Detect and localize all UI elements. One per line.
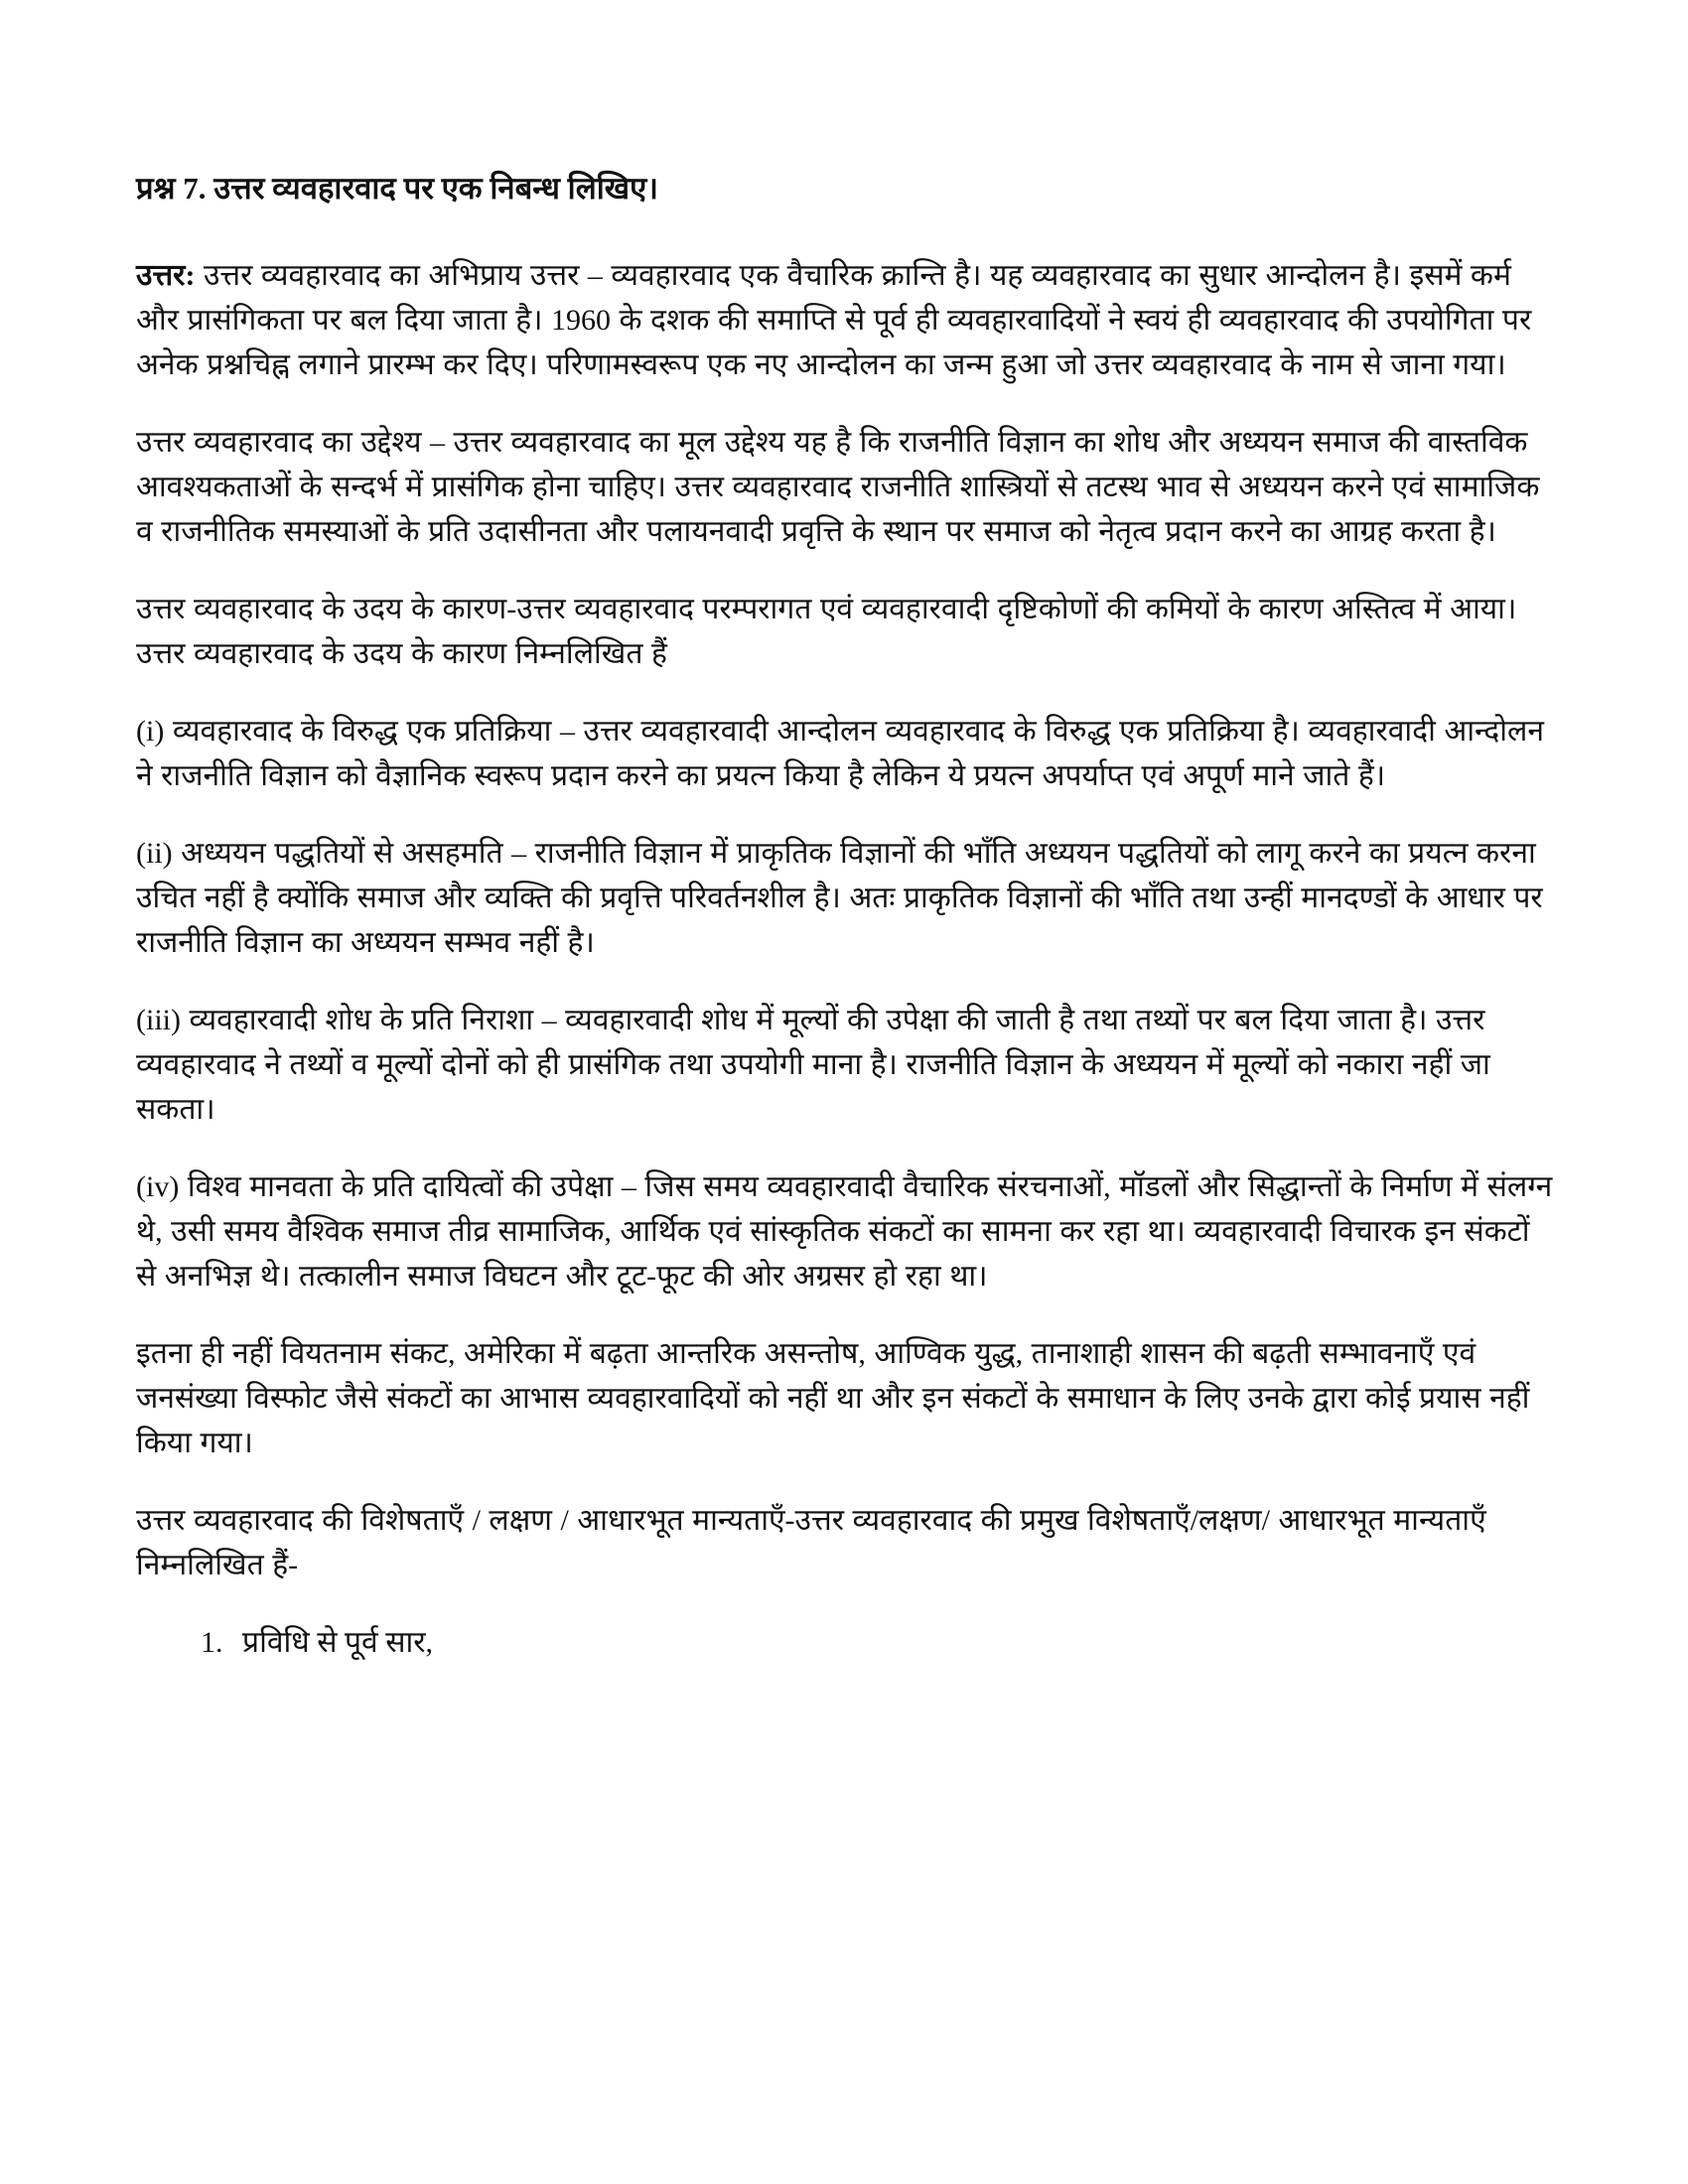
answer-label: उत्तर:	[136, 258, 196, 292]
paragraph-features-intro: उत्तर व्यवहारवाद की विशेषताएँ / लक्षण / आधारभूत मान्यताएँ-उत्तर व्यवहारवाद की प्रमुख विशेषताएँ/लक्षण/ आधारभूत मान्यताएँ निम्नलिखित हैं-	[136, 1503, 1486, 1581]
paragraph-cause-iii: (iii) व्यवहारवादी शोध के प्रति निराशा – व्यवहारवादी शोध में मूल्यों की उपेक्षा की जाती है तथा तथ्यों पर बल दिया जाता है। उत्तर व्यवहारवाद ने तथ्यों व मूल्यों दोनों को ही प्रासंगिक तथा उपयोगी माना है। राजनीति विज्ञान के अध्ययन में मूल्यों को नकारा नहीं जा सकता।	[136, 1003, 1490, 1126]
list-item: 1. प्रविधि से पूर्व सार,	[230, 1620, 1556, 1665]
paragraph-cause-ii: (ii) अध्ययन पद्धतियों से असहमति – राजनीति विज्ञान में प्राकृतिक विज्ञानों की भाँति अध्ययन पद्धतियों को लागू करने का प्रयत्न करना उचित नहीं है क्योंकि समाज और व्यक्ति की प्रवृत्ति परिवर्तनशील है। अतः प्राकृतिक विज्ञानों की भाँति तथा उन्हीं मानदण्डों के आधार पर राजनीति विज्ञान का अध्ययन सम्भव नहीं है।	[136, 836, 1543, 959]
features-list	[191, 1620, 1556, 1665]
answer-paragraph	[136, 253, 1556, 387]
paragraph-crises: इतना ही नहीं वियतनाम संकट, अमेरिका में बढ़ता आन्तरिक असन्तोष, आण्विक युद्ध, तानाशाही शासन की बढ़ती सम्भावनाएँ एवं जनसंख्या विस्फोट जैसे संकटों का आभास व्यवहारवादियों को नहीं था और इन संकटों के समाधान के लिए उनके द्वारा कोई प्रयास नहीं किया गया।	[136, 1336, 1530, 1459]
paragraph-cause-iv: (iv) विश्व मानवता के प्रति दायित्वों की उपेक्षा – जिस समय व्यवहारवादी वैचारिक संरचनाओं, मॉडलों और सिद्धान्तों के निर्माण में संलग्न थे, उसी समय वैश्विक समाज तीव्र सामाजिक, आर्थिक एवं सांस्कृतिक संकटों का सामना कर रहा था। व्यवहारवादी विचारक इन संकटों से अनभिज्ञ थे। तत्कालीन समाज विघटन और टूट-फूट की ओर अग्रसर हो रहा था।	[136, 1169, 1553, 1293]
paragraph-objective: उत्तर व्यवहारवाद का उद्देश्य – उत्तर व्यवहारवाद का मूल उद्देश्य यह है कि राजनीति विज्ञान का शोध और अध्ययन समाज की वास्तविक आवश्यकताओं के सन्दर्भ में प्रासंगिक होना चाहिए। उत्तर व्यवहारवाद राजनीति शास्त्रियों से तटस्थ भाव से अध्ययन करने एवं सामाजिक व राजनीतिक समस्याओं के प्रति उदासीनता और पलायनवादी प्रवृत्ति के स्थान पर समाज को नेतृत्व प्रदान करने का आग्रह करता है।	[136, 425, 1540, 548]
answer-intro-text: उत्तर व्यवहारवाद का अभिप्राय उत्तर – व्यवहारवाद एक वैचारिक क्रान्ति है। यह व्यवहारवाद का सुधार आन्दोलन है। इसमें कर्म और प्रासंगिकता पर बल दिया जाता है। 1960 के दशक की समाप्ति से पूर्व ही व्यवहारवादियों ने स्वयं ही व्यवहारवाद की उपयोगिता पर अनेक प्रश्नचिह्न लगाने प्रारम्भ कर दिए। परिणामस्वरूप एक नए आन्दोलन का जन्म हुआ जो उत्तर व्यवहारवाद के नाम से जाना गया।	[136, 258, 1532, 381]
paragraph-rise-causes: उत्तर व्यवहारवाद के उदय के कारण-उत्तर व्यवहारवाद परम्परागत एवं व्यवहारवादी दृष्टिकोणों की कमियों के कारण अस्तित्व में आया। उत्तर व्यवहारवाद के उदय के कारण निम्नलिखित हैं	[136, 592, 1517, 670]
document-page	[136, 167, 1556, 1665]
paragraph-cause-i: (i) व्यवहारवाद के विरुद्ध एक प्रतिक्रिया – उत्तर व्यवहारवादी आन्दोलन व्यवहारवाद के विरुद्ध एक प्रतिक्रिया है। व्यवहारवादी आन्दोलन ने राजनीति विज्ञान को वैज्ञानिक स्वरूप प्रदान करने का प्रयत्न किया है लेकिन ये प्रयत्न अपर्याप्त एवं अपूर्ण माने जाते हैं।	[136, 714, 1544, 792]
question-title: प्रश्न 7. उत्तर व्यवहारवाद पर एक निबन्ध लिखिए।	[136, 171, 659, 205]
